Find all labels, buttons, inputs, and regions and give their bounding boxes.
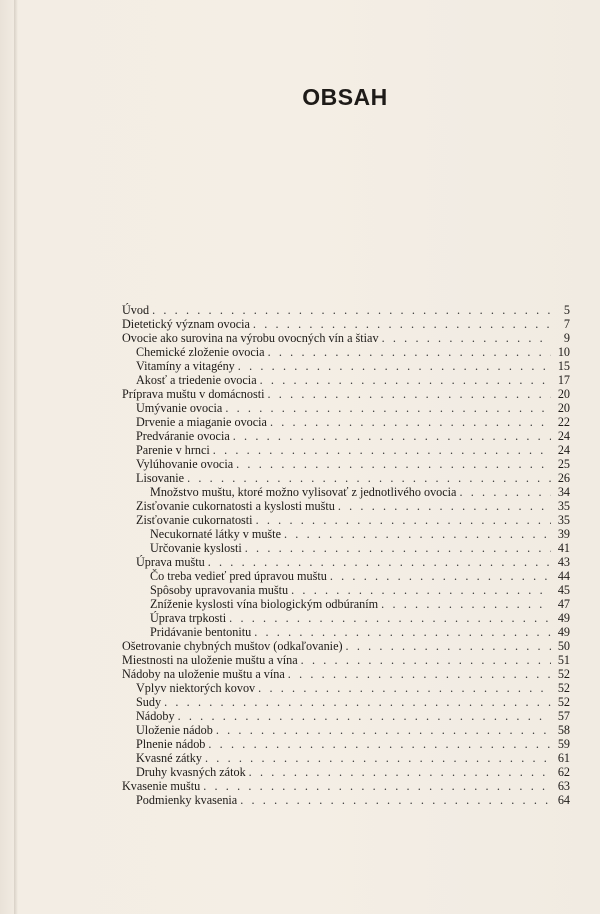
toc-entry bbox=[122, 681, 570, 695]
page-gutter-shadow bbox=[14, 0, 18, 914]
toc-entry bbox=[122, 485, 570, 499]
toc-leader-dots bbox=[284, 527, 551, 541]
toc-entry-page-number: 52 bbox=[557, 681, 570, 695]
toc-entry-page-number: 15 bbox=[557, 359, 570, 373]
toc-entry-label: Čo treba vedieť pred úpravou muštu bbox=[150, 569, 327, 583]
toc-leader-dots bbox=[291, 583, 551, 597]
toc-entry-label: Množstvo muštu, ktoré možno vylisovať z jednotlivého ovocia bbox=[150, 485, 457, 499]
toc-entry-label: Necukornaté látky v mušte bbox=[150, 527, 281, 541]
toc-leader-dots bbox=[152, 303, 551, 317]
toc-entry bbox=[122, 457, 570, 471]
toc-leader-dots bbox=[270, 415, 551, 429]
toc-leader-dots bbox=[213, 443, 551, 457]
toc-entry bbox=[122, 541, 570, 555]
toc-entry bbox=[122, 653, 570, 667]
toc-entry bbox=[122, 555, 570, 569]
toc-leader-dots bbox=[338, 499, 551, 513]
toc-leader-dots bbox=[381, 597, 551, 611]
toc-entry-label: Vplyv niektorých kovov bbox=[136, 681, 256, 695]
toc-entry bbox=[122, 303, 570, 317]
toc-leader-dots bbox=[330, 569, 551, 583]
toc-entry-label: Príprava muštu v domácnosti bbox=[122, 387, 265, 401]
toc-entry bbox=[122, 317, 570, 331]
toc-leader-dots bbox=[187, 471, 551, 485]
toc-entry-label: Zníženie kyslosti vína biologickým odbúraním bbox=[150, 597, 379, 611]
table-of-contents bbox=[122, 303, 570, 807]
toc-entry-page-number: 10 bbox=[557, 345, 570, 359]
toc-entry-page-number: 5 bbox=[563, 303, 570, 317]
toc-entry-page-number: 41 bbox=[557, 541, 570, 555]
toc-entry bbox=[122, 443, 570, 457]
toc-entry-page-number: 47 bbox=[557, 597, 570, 611]
toc-leader-dots bbox=[208, 555, 551, 569]
toc-entry-label: Podmienky kvasenia bbox=[136, 793, 238, 807]
toc-entry-label: Sudy bbox=[136, 695, 162, 709]
toc-entry-page-number: 44 bbox=[557, 569, 570, 583]
toc-entry-label: Uloženie nádob bbox=[136, 723, 213, 737]
toc-entry-page-number: 43 bbox=[557, 555, 570, 569]
toc-leader-dots bbox=[240, 793, 551, 807]
toc-entry bbox=[122, 723, 570, 737]
toc-entry-label: Ovocie ako surovina na výrobu ovocných vín a štiav bbox=[122, 331, 379, 345]
toc-entry-page-number: 51 bbox=[557, 653, 570, 667]
toc-entry-page-number: 49 bbox=[557, 625, 570, 639]
toc-leader-dots bbox=[203, 779, 551, 793]
toc-leader-dots bbox=[268, 345, 551, 359]
toc-entry bbox=[122, 359, 570, 373]
toc-entry-label: Pridávanie bentonitu bbox=[150, 625, 252, 639]
toc-entry bbox=[122, 345, 570, 359]
toc-entry bbox=[122, 387, 570, 401]
toc-leader-dots bbox=[382, 331, 551, 345]
toc-entry-label: Parenie v hrnci bbox=[136, 443, 210, 457]
toc-entry-page-number: 50 bbox=[557, 639, 570, 653]
toc-entry bbox=[122, 597, 570, 611]
toc-entry-page-number: 61 bbox=[557, 751, 570, 765]
toc-leader-dots bbox=[346, 639, 551, 653]
toc-entry-label: Chemické zloženie ovocia bbox=[136, 345, 265, 359]
toc-entry-page-number: 52 bbox=[557, 695, 570, 709]
toc-entry-page-number: 25 bbox=[557, 457, 570, 471]
toc-entry bbox=[122, 429, 570, 443]
toc-entry-label: Vitamíny a vitagény bbox=[136, 359, 235, 373]
toc-entry-label: Zisťovanie cukornatosti bbox=[136, 513, 253, 527]
toc-entry bbox=[122, 401, 570, 415]
toc-entry-page-number: 22 bbox=[557, 415, 570, 429]
toc-entry-label: Úprava muštu bbox=[136, 555, 205, 569]
toc-entry-label: Miestnosti na uloženie muštu a vína bbox=[122, 653, 298, 667]
toc-leader-dots bbox=[245, 541, 551, 555]
toc-entry-label: Kvasenie muštu bbox=[122, 779, 201, 793]
toc-entry-label: Dietetický význam ovocia bbox=[122, 317, 250, 331]
toc-entry-page-number: 24 bbox=[557, 443, 570, 457]
toc-entry bbox=[122, 639, 570, 653]
toc-entry-label: Úvod bbox=[122, 303, 150, 317]
toc-entry bbox=[122, 751, 570, 765]
toc-entry bbox=[122, 569, 570, 583]
toc-entry-page-number: 17 bbox=[557, 373, 570, 387]
toc-entry-page-number: 20 bbox=[557, 401, 570, 415]
toc-entry bbox=[122, 737, 570, 751]
toc-leader-dots bbox=[233, 429, 551, 443]
toc-entry-page-number: 35 bbox=[557, 499, 570, 513]
toc-leader-dots bbox=[249, 765, 551, 779]
toc-leader-dots bbox=[301, 653, 551, 667]
toc-entry-label: Nádoby bbox=[136, 709, 175, 723]
toc-leader-dots bbox=[236, 457, 551, 471]
toc-leader-dots bbox=[216, 723, 551, 737]
toc-entry-page-number: 62 bbox=[557, 765, 570, 779]
toc-leader-dots bbox=[258, 681, 551, 695]
toc-entry-label: Ošetrovanie chybných muštov (odkaľovanie) bbox=[122, 639, 343, 653]
toc-entry bbox=[122, 793, 570, 807]
toc-leader-dots bbox=[288, 667, 551, 681]
toc-entry-label: Drvenie a miaganie ovocia bbox=[136, 415, 267, 429]
toc-entry bbox=[122, 695, 570, 709]
toc-entry-label: Úprava trpkosti bbox=[150, 611, 227, 625]
toc-leader-dots bbox=[178, 709, 551, 723]
toc-entry bbox=[122, 611, 570, 625]
toc-leader-dots bbox=[268, 387, 551, 401]
toc-entry bbox=[122, 583, 570, 597]
toc-entry bbox=[122, 373, 570, 387]
toc-entry bbox=[122, 471, 570, 485]
toc-entry-label: Lisovanie bbox=[136, 471, 185, 485]
toc-entry-page-number: 7 bbox=[563, 317, 570, 331]
toc-entry bbox=[122, 527, 570, 541]
toc-entry-page-number: 20 bbox=[557, 387, 570, 401]
toc-entry-label: Spôsoby upravovania muštu bbox=[150, 583, 289, 597]
toc-leader-dots bbox=[253, 317, 551, 331]
toc-entry bbox=[122, 765, 570, 779]
toc-entry-page-number: 24 bbox=[557, 429, 570, 443]
toc-entry-page-number: 59 bbox=[557, 737, 570, 751]
toc-entry-label: Plnenie nádob bbox=[136, 737, 206, 751]
toc-leader-dots bbox=[254, 625, 551, 639]
toc-entry bbox=[122, 415, 570, 429]
toc-leader-dots bbox=[208, 737, 551, 751]
toc-leader-dots bbox=[225, 401, 551, 415]
toc-entry-page-number: 63 bbox=[557, 779, 570, 793]
toc-entry bbox=[122, 667, 570, 681]
toc-entry-label: Akosť a triedenie ovocia bbox=[136, 373, 257, 387]
toc-leader-dots bbox=[459, 485, 551, 499]
page-title: OBSAH bbox=[302, 84, 388, 110]
toc-entry-page-number: 64 bbox=[557, 793, 570, 807]
toc-entry-page-number: 52 bbox=[557, 667, 570, 681]
toc-entry-page-number: 57 bbox=[557, 709, 570, 723]
toc-entry bbox=[122, 779, 570, 793]
toc-entry-label: Vylúhovanie ovocia bbox=[136, 457, 234, 471]
toc-entry bbox=[122, 331, 570, 345]
toc-entry-label: Kvasné zátky bbox=[136, 751, 202, 765]
toc-leader-dots bbox=[260, 373, 551, 387]
toc-entry-page-number: 35 bbox=[557, 513, 570, 527]
toc-entry-label: Zisťovanie cukornatosti a kyslosti muštu bbox=[136, 499, 335, 513]
toc-entry-label: Nádoby na uloženie muštu a vína bbox=[122, 667, 285, 681]
toc-entry bbox=[122, 709, 570, 723]
toc-entry-page-number: 9 bbox=[563, 331, 570, 345]
toc-leader-dots bbox=[238, 359, 551, 373]
toc-leader-dots bbox=[164, 695, 551, 709]
toc-leader-dots bbox=[205, 751, 551, 765]
toc-entry-page-number: 39 bbox=[557, 527, 570, 541]
toc-entry bbox=[122, 499, 570, 513]
toc-leader-dots bbox=[256, 513, 551, 527]
toc-entry-label: Určovanie kyslosti bbox=[150, 541, 242, 555]
toc-entry bbox=[122, 513, 570, 527]
toc-entry-label: Umývanie ovocia bbox=[136, 401, 223, 415]
toc-entry bbox=[122, 625, 570, 639]
toc-entry-label: Druhy kvasných zátok bbox=[136, 765, 246, 779]
toc-entry-page-number: 58 bbox=[557, 723, 570, 737]
toc-entry-page-number: 26 bbox=[557, 471, 570, 485]
toc-entry-label: Predváranie ovocia bbox=[136, 429, 230, 443]
toc-entry-page-number: 45 bbox=[557, 583, 570, 597]
toc-entry-page-number: 49 bbox=[557, 611, 570, 625]
toc-entry-page-number: 34 bbox=[557, 485, 570, 499]
toc-leader-dots bbox=[229, 611, 551, 625]
